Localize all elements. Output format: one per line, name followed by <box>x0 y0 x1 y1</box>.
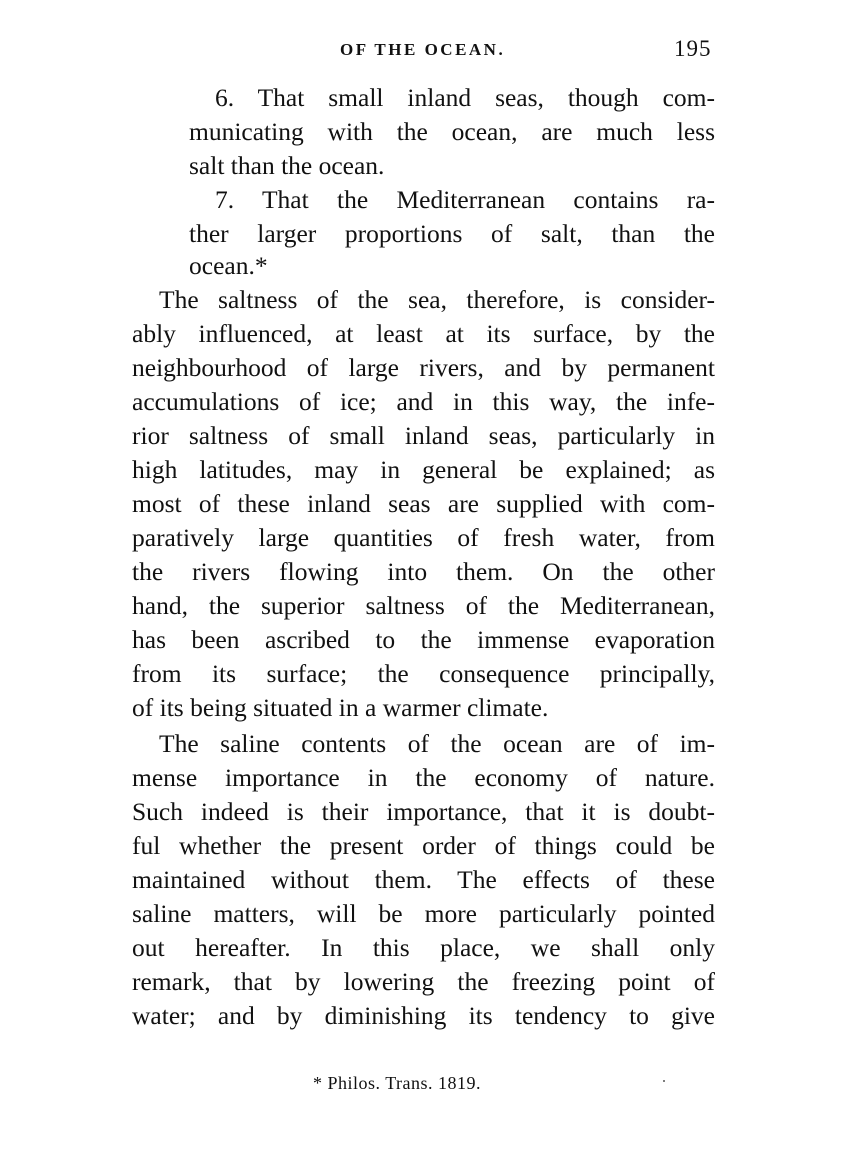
text-line: ably influenced, at least at its surface, by the <box>132 319 715 348</box>
text-line: 7. That the Mediterranean contains ra- <box>215 185 715 214</box>
text-line: salt than the ocean. <box>189 151 385 180</box>
footnote: * Philos. Trans. 1819. <box>313 1073 482 1093</box>
text-line: ful whether the present order of things could be <box>132 831 715 860</box>
ink-speck <box>663 1080 665 1082</box>
text-line: high latitudes, may in general be explained; as <box>132 455 715 484</box>
text-line: the rivers flowing into them. On the other <box>132 557 715 586</box>
text-line: The saltness of the sea, therefore, is consider- <box>159 285 715 314</box>
text-line: paratively large quantities of fresh water, from <box>132 523 715 552</box>
text-line: ocean.* <box>189 251 268 280</box>
text-line: hand, the superior saltness of the Mediterranean, <box>132 591 715 620</box>
text-line: The saline contents of the ocean are of im- <box>159 729 715 758</box>
running-title: OF THE OCEAN. <box>340 40 506 59</box>
text-line: neighbourhood of large rivers, and by permanent <box>132 353 715 382</box>
text-line: ther larger proportions of salt, than the <box>189 219 715 248</box>
text-line: most of these inland seas are supplied with com- <box>132 489 715 518</box>
text-line: Such indeed is their importance, that it is doubt- <box>132 797 715 826</box>
text-line: out hereafter. In this place, we shall only <box>132 933 715 962</box>
text-line: rior saltness of small inland seas, particularly in <box>132 421 715 450</box>
running-head <box>0 36 850 70</box>
text-line: remark, that by lowering the freezing point of <box>132 967 715 996</box>
text-line: maintained without them. The effects of these <box>132 865 715 894</box>
text-line: of its being situated in a warmer climate. <box>132 693 549 722</box>
text-line: mense importance in the economy of nature. <box>132 763 715 792</box>
text-line: from its surface; the consequence principally, <box>132 659 715 688</box>
text-line: water; and by diminishing its tendency to give <box>132 1001 715 1030</box>
text-line: municating with the ocean, are much less <box>189 117 715 146</box>
text-line: saline matters, will be more particularly pointed <box>132 899 715 928</box>
page-number: 195 <box>674 36 712 61</box>
text-line: 6. That small inland seas, though com- <box>215 83 715 112</box>
text-line: accumulations of ice; and in this way, the infe- <box>132 387 715 416</box>
text-line: has been ascribed to the immense evaporation <box>132 625 715 654</box>
